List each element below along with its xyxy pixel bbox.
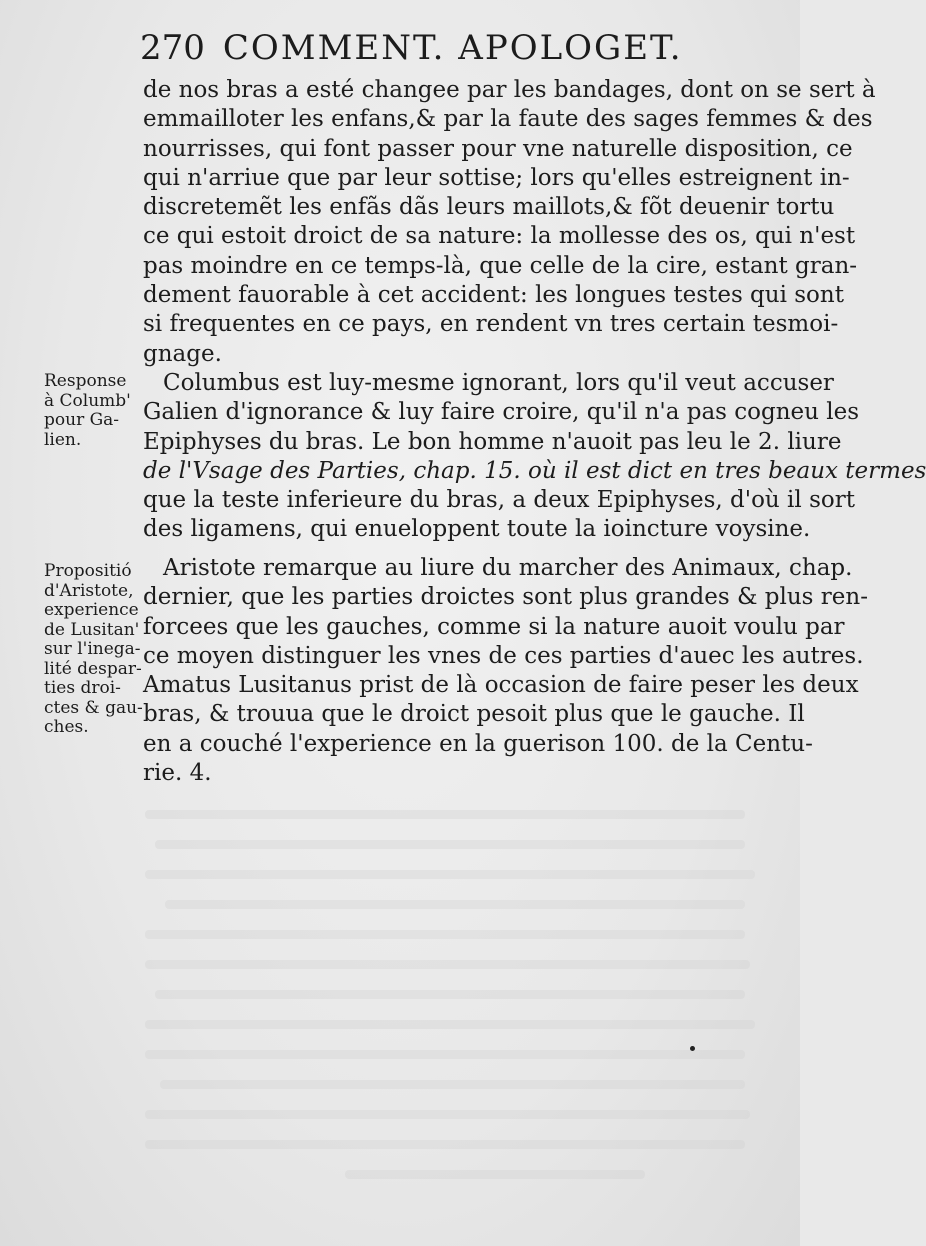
margin-note-line: de Lusitan' — [44, 619, 140, 640]
margin-note-line: Response — [44, 371, 127, 391]
text-line: Epiphyses du bras. Le bon homme n'auoit pas leu le 2. liure — [143, 428, 842, 455]
text-line: bras, & trouua que le droict pesoit plus que le gauche. Il — [143, 701, 805, 728]
margin-note-line: ctes & gau- — [44, 697, 143, 718]
margin-note-line: ties droi- — [44, 678, 121, 698]
text-line: discretemẽt les enfãs dãs leurs maillots,& fõt deuenir tortu — [143, 194, 835, 221]
text-line: ce qui estoit droict de sa nature: la mollesse des os, qui n'est — [143, 223, 856, 250]
text-line: Columbus est luy-mesme ignorant, lors qu'il veut accuser — [163, 370, 834, 396]
paragraph-continuation — [143, 76, 876, 369]
text-line: qui n'arriue que par leur sottise; lors qu'elles estreignent in- — [143, 164, 850, 191]
margin-note-line: experience — [44, 600, 139, 620]
text-line: nourrisses, qui font passer pour vne naturelle disposition, ce — [143, 135, 853, 162]
text-line: de l'Vsage des Parties, chap. 15. où il est dict en tres beaux termes — [143, 457, 926, 484]
text-line: dernier, que les parties droictes sont plus grandes & plus ren- — [143, 584, 868, 611]
paragraph-columbus — [143, 369, 926, 545]
text-line: Aristote remarque au liure du marcher des Animaux, chap. — [163, 555, 853, 581]
margin-note-response — [44, 372, 144, 450]
margin-note-proposition — [44, 562, 144, 738]
text-line: Amatus Lusitanus prist de là occasion de faire peser les deux — [143, 672, 859, 699]
text-line: dement fauorable à cet accident: les longues testes qui sont — [143, 282, 844, 309]
margin-note-line: ches. — [44, 717, 89, 737]
text-line: Galien d'ignorance & luy faire croire, qu'il n'a pas cogneu les — [143, 399, 860, 426]
paragraph-aristote — [143, 554, 868, 788]
text-line: si frequentes en ce pays, en rendent vn tres certain tesmoi- — [143, 311, 839, 338]
margin-note-line: pour Ga- — [44, 410, 120, 430]
margin-note-line: sur l'inega- — [44, 639, 141, 659]
running-title: COMMENT. APOLOGET. — [222, 28, 683, 68]
text-line: de nos bras a esté changee par les bandages, dont on se sert à — [143, 77, 876, 103]
margin-note-line: lien. — [44, 429, 82, 450]
margin-note-line: Propositió — [44, 561, 132, 581]
text-line: des ligamens, qui enueloppent toute la ioincture voysine. — [143, 516, 811, 543]
text-line: en a couché l'experience en la guerison 100. de la Centu- — [143, 730, 813, 757]
page-number: 270 — [140, 28, 205, 68]
text-line: forcees que les gauches, comme si la nature auoit voulu par — [143, 613, 845, 640]
text-line: rie. 4. — [143, 760, 212, 787]
page-header — [140, 28, 683, 68]
margin-note-line: à Columb' — [44, 390, 131, 411]
margin-note-line: d'Aristote, — [44, 580, 134, 601]
show-through-texture — [145, 800, 765, 1220]
text-line: gnage. — [143, 340, 222, 367]
text-line: emmailloter les enfans,& par la faute des sages femmes & des — [143, 106, 873, 133]
margin-note-line: lité despar- — [44, 658, 142, 679]
ink-speck — [690, 1046, 695, 1051]
text-line: que la teste inferieure du bras, a deux Epiphyses, d'où il sort — [143, 487, 855, 514]
text-line: pas moindre en ce temps-là, que celle de la cire, estant gran- — [143, 252, 858, 279]
text-line: ce moyen distinguer les vnes de ces parties d'auec les autres. — [143, 642, 864, 669]
